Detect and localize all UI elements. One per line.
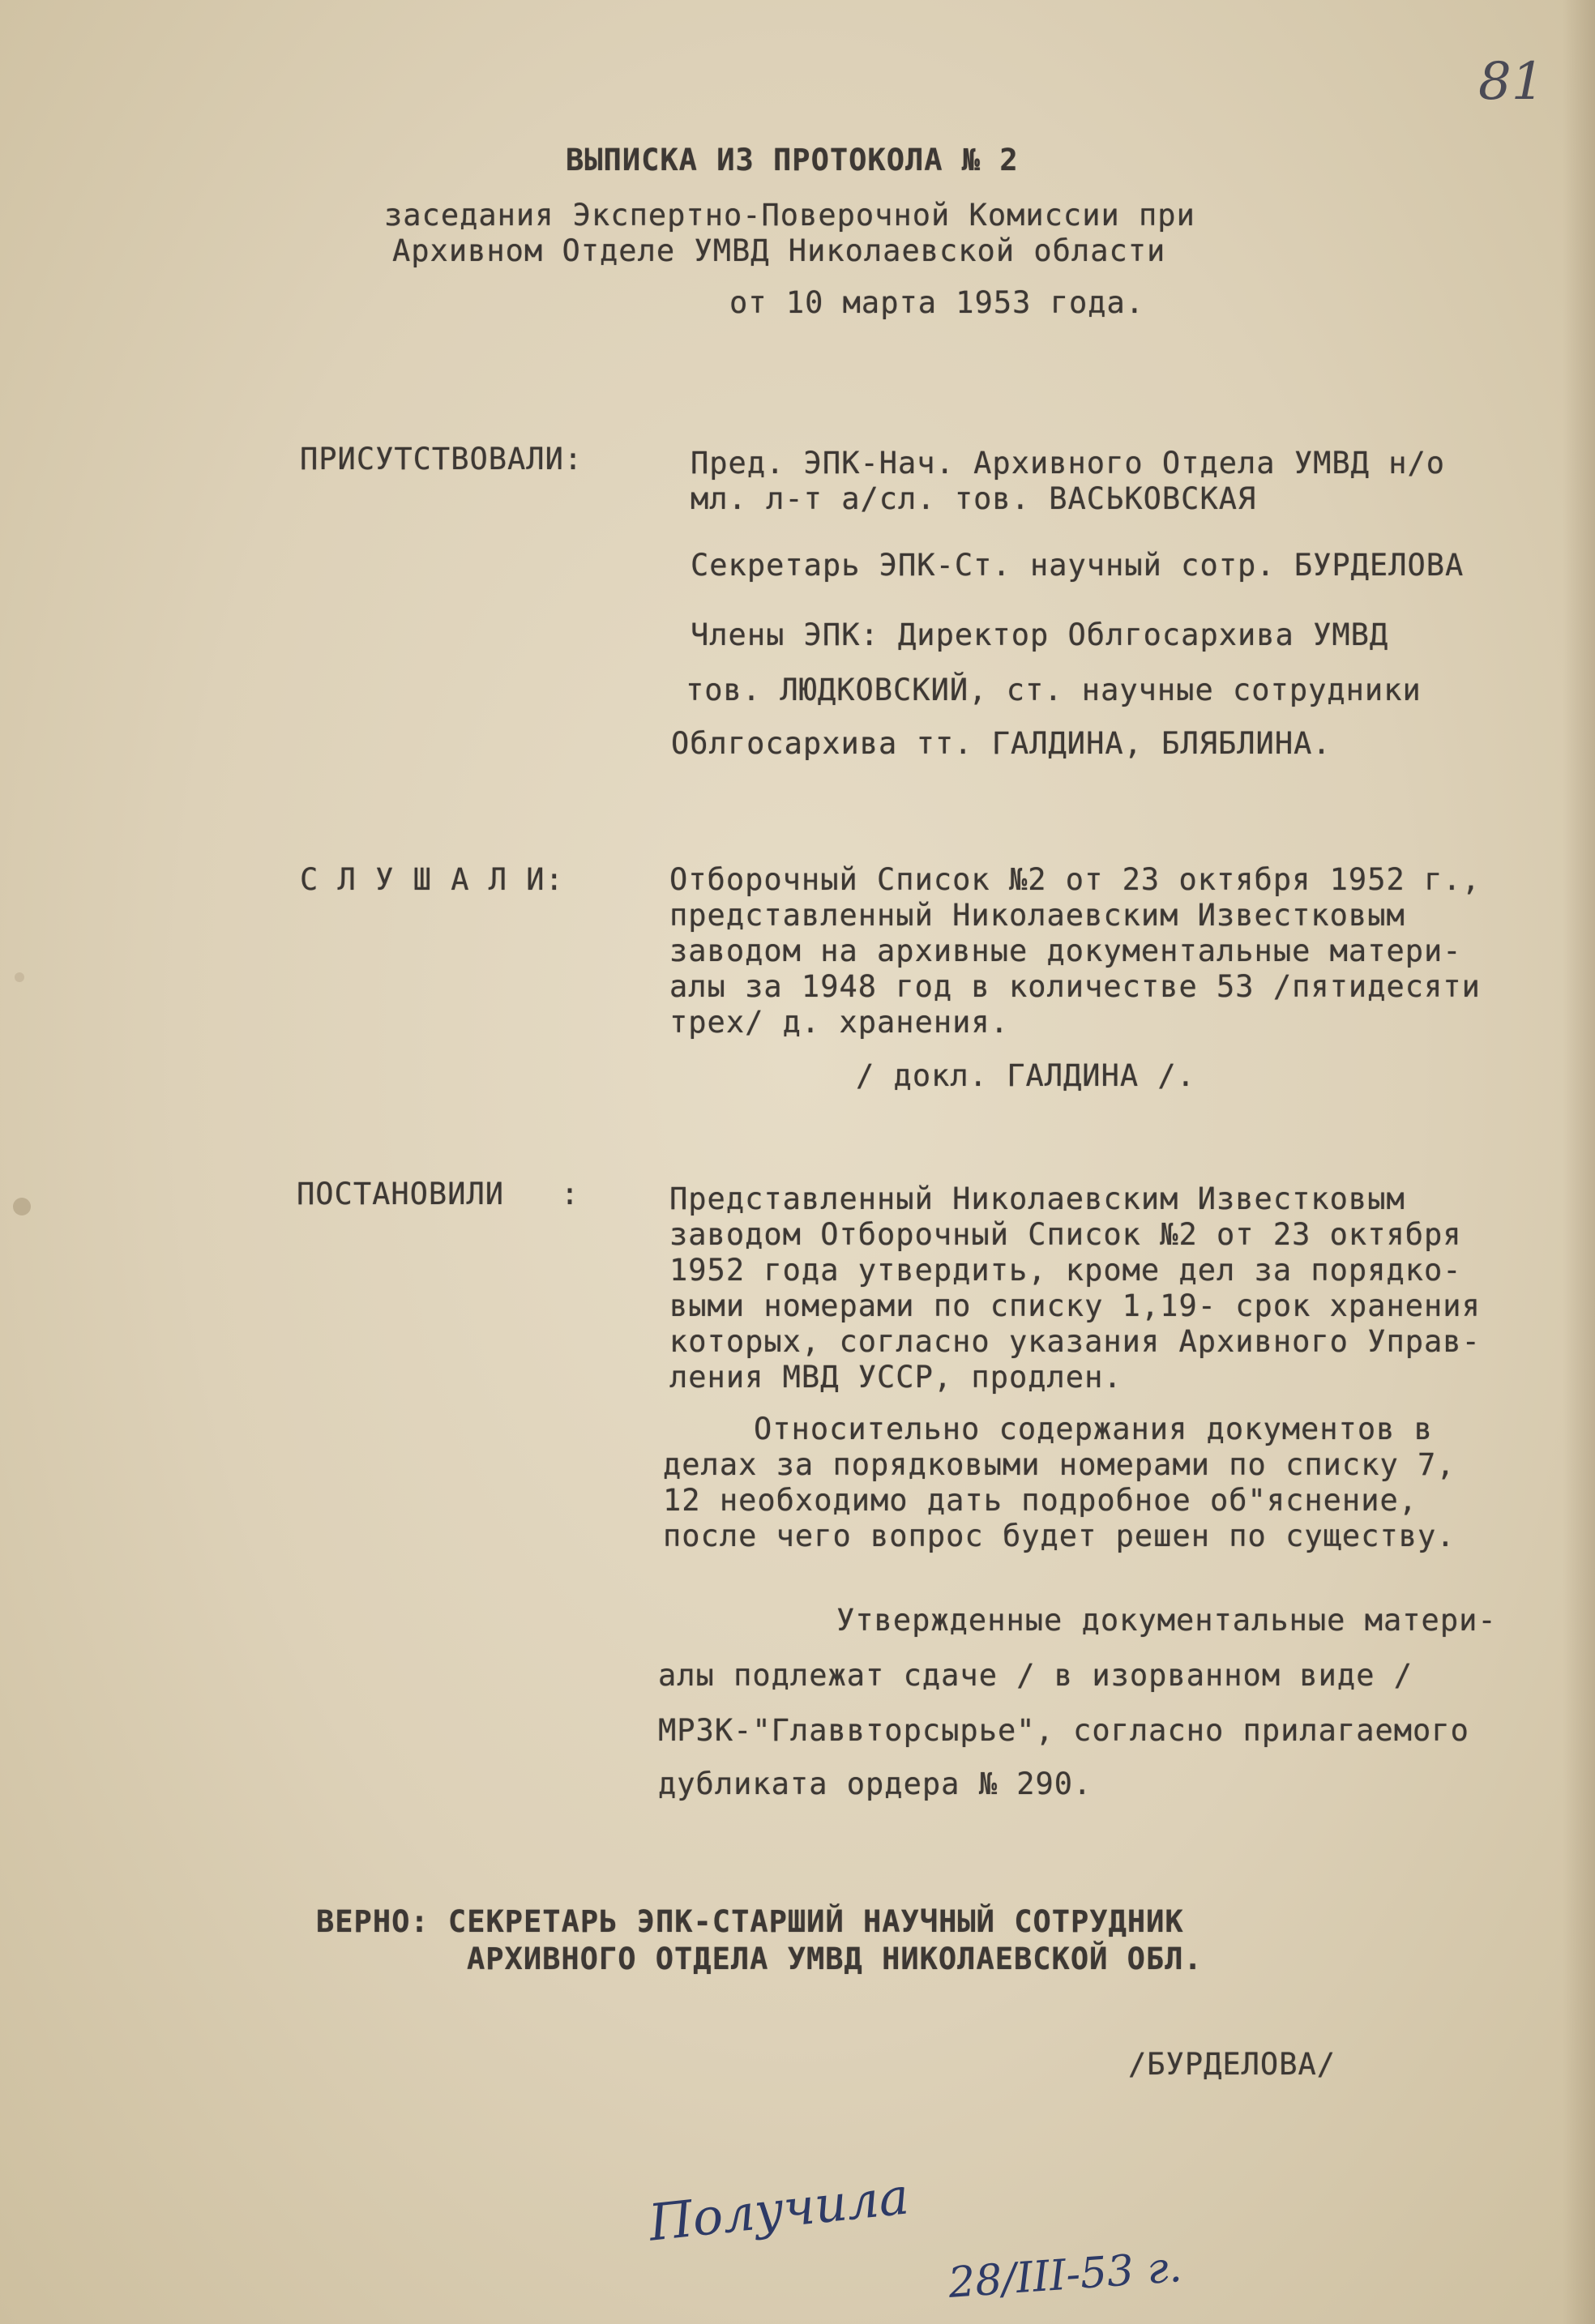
certification-line-2: АРХИВНОГО ОТДЕЛА УМВД НИКОЛАЕВСКОЙ ОБЛ. — [467, 1942, 1203, 1976]
resolved-para3-line: дубликата ордера № 290. — [658, 1766, 1093, 1801]
certification-line-1: ВЕРНО: СЕКРЕТАРЬ ЭПК-СТАРШИЙ НАУЧНЫЙ СОТРУДНИК — [316, 1904, 1184, 1939]
heard-line: алы за 1948 год в количестве 53 /пятидесяти — [669, 969, 1481, 1004]
resolved-para1-line: заводом Отборочный Список №2 от 23 октября — [669, 1217, 1462, 1252]
resolved-para3-line: алы подлежат сдаче / в изорванном виде / — [658, 1658, 1413, 1693]
handwritten-received: Получила — [646, 2166, 912, 2253]
hole-mark — [13, 1198, 31, 1215]
heard-line: трех/ д. хранения. — [669, 1005, 1009, 1040]
resolved-para2-line: делах за порядковыми номерами по списку 7, — [663, 1447, 1456, 1482]
present-label: ПРИСУТСТВОВАЛИ: — [300, 442, 584, 476]
resolved-para2-line: после чего вопрос будет решен по существу. — [663, 1519, 1456, 1553]
folio-number: 81 — [1478, 52, 1545, 112]
present-members-line-3: Облгосархива тт. ГАЛДИНА, БЛЯБЛИНА. — [671, 726, 1332, 761]
resolved-para1-line: которых, согласно указания Архивного Управ- — [669, 1324, 1481, 1359]
resolved-para1-line: выми номерами по списку 1,19- срок хранения — [669, 1288, 1481, 1323]
heard-label: С Л У Ш А Л И: — [300, 862, 564, 897]
present-chair-line-2: мл. л-т а/сл. тов. ВАСЬКОВСКАЯ — [691, 481, 1257, 516]
resolved-para2-line: 12 необходимо дать подробное об"яснение, — [663, 1483, 1418, 1518]
spot-mark — [15, 972, 24, 982]
handwritten-signature-date: 28/III-53 г. — [947, 2243, 1184, 2308]
present-members-line-1: Члены ЭПК: Директор Облгосархива УМВД — [691, 617, 1389, 652]
present-members-line-2: тов. ЛЮДКОВСКИЙ, ст. научные сотрудники — [686, 673, 1422, 707]
resolved-para2-line: Относительно содержания документов в — [754, 1412, 1433, 1446]
resolved-para1-line: ления МВД УССР, продлен. — [669, 1360, 1122, 1395]
resolved-label: ПОСТАНОВИЛИ : — [297, 1177, 580, 1211]
header-line-1: заседания Экспертно-Поверочной Комиссии при — [384, 198, 1195, 233]
heard-line: Отборочный Список №2 от 23 октября 1952 г., — [669, 862, 1481, 897]
heard-line: заводом на архивные документальные матери- — [669, 933, 1462, 968]
certification-signature: /БУРДЕЛОВА/ — [1128, 2047, 1336, 2082]
present-chair-line-1: Пред. ЭПК-Нач. Архивного Отдела УМВД н/о — [691, 446, 1446, 481]
resolved-para3-line: Утвержденные документальные матери- — [836, 1603, 1497, 1638]
resolved-para3-line: МРЗК-"Главвторсырье", согласно прилагаемого — [658, 1713, 1469, 1748]
paper-edge-shadow — [1563, 0, 1595, 2324]
heard-reporter: / докл. ГАЛДИНА /. — [856, 1058, 1195, 1093]
heard-line: представленный Николаевским Известковым — [669, 898, 1405, 933]
present-secretary: Секретарь ЭПК-Ст. научный сотр. БУРДЕЛОВА — [691, 548, 1465, 583]
document-title: ВЫПИСКА ИЗ ПРОТОКОЛА № 2 — [566, 143, 1019, 177]
resolved-para1-line: Представленный Николаевским Известковым — [669, 1181, 1405, 1216]
resolved-para1-line: 1952 года утвердить, кроме дел за порядко- — [669, 1253, 1462, 1288]
header-line-2: Архивном Отделе УМВД Николаевской области — [392, 233, 1166, 268]
header-date: от 10 марта 1953 года. — [729, 285, 1145, 320]
